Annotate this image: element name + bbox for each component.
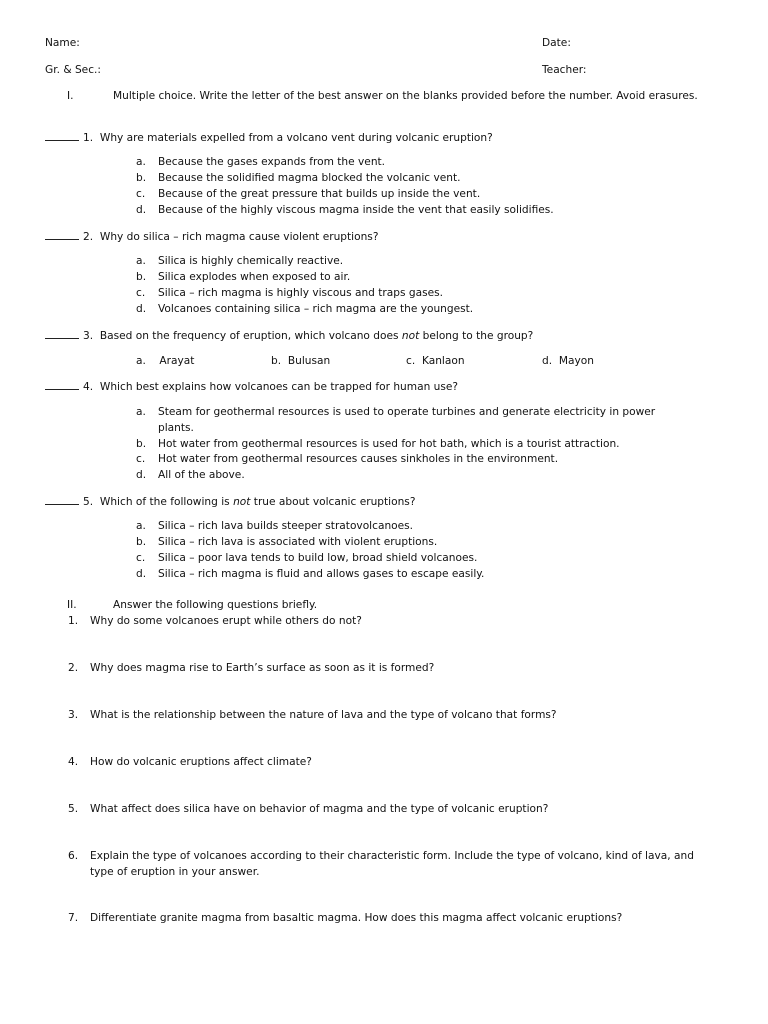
option-text: Because the solidified magma blocked the volcanic vent.	[158, 172, 461, 184]
option-letter: c.	[406, 355, 416, 367]
question-number: 3.	[83, 330, 94, 342]
option-text: Hot water from geothermal resources causes sinkholes in the environment.	[158, 453, 559, 465]
option-letter: c.	[136, 453, 146, 465]
option-text: Steam for geothermal resources is used to operate turbines and generate electricity in power plants.	[158, 406, 656, 434]
part-one-numeral: I.	[67, 90, 74, 102]
option-text: Hot water from geothermal resources is used for hot bath, which is a tourist attraction.	[158, 438, 620, 450]
short-answer-question	[68, 613, 78, 629]
option-letter: b.	[136, 271, 147, 283]
option-letter: c.	[136, 188, 146, 200]
option-letter: b.	[271, 355, 282, 367]
option-text: Silica – rich magma is fluid and allows gases to escape easily.	[158, 568, 485, 580]
option-letter: d.	[136, 568, 147, 580]
option-text: Kanlaon	[421, 355, 465, 367]
teacher-label: Teacher:	[542, 64, 587, 76]
option	[406, 353, 465, 369]
question-number: 2.	[83, 231, 94, 243]
option-text: Arayat	[159, 355, 195, 367]
question-text: Differentiate granite magma from basaltic magma. How does this magma affect volcanic eruptions?	[90, 912, 623, 924]
question-text: Why do some volcanoes erupt while others do not?	[90, 615, 362, 627]
option-text: Mayon	[558, 355, 594, 367]
question-2	[45, 228, 378, 245]
option-text: All of the above.	[158, 469, 245, 481]
option-letter: b.	[136, 536, 147, 548]
answer-blank[interactable]	[45, 327, 79, 339]
option-text: Silica – poor lava tends to build low, broad shield volcanoes.	[158, 552, 478, 564]
short-answer-question	[68, 754, 78, 770]
question-text: Which best explains how volcanoes can be trapped for human use?	[99, 381, 459, 393]
question-text: Based on the frequency of eruption, which volcano does	[99, 330, 402, 342]
part-two-instructions: Answer the following questions briefly.	[113, 599, 318, 611]
option-letter: a.	[136, 156, 146, 168]
option-text: Because the gases expands from the vent.	[158, 156, 386, 168]
part-two-numeral: II.	[67, 599, 77, 611]
part-one-instructions: Multiple choice. Write the letter of the best answer on the blanks provided before the number. Avoid erasures.	[113, 90, 698, 102]
question-text: What is the relationship between the nature of lava and the type of volcano that forms?	[90, 709, 557, 721]
option	[542, 353, 594, 369]
option-letter: d.	[136, 303, 147, 315]
option-text: Silica – rich magma is highly viscous and traps gases.	[158, 287, 444, 299]
question-text: How do volcanic eruptions affect climate?	[90, 756, 312, 768]
answer-blank[interactable]	[45, 378, 79, 390]
question-number: 6.	[68, 850, 79, 862]
option	[271, 353, 330, 369]
question-number: 5.	[68, 803, 79, 815]
option	[136, 353, 194, 369]
date-label: Date:	[542, 37, 571, 49]
option-letter: b.	[136, 438, 147, 450]
short-answer-question	[68, 660, 78, 676]
question-4	[45, 378, 458, 395]
option-text: Silica – rich lava builds steeper stratovolcanoes.	[158, 520, 414, 532]
question-text-end: true about volcanic eruptions?	[250, 496, 416, 508]
question-text: What affect does silica have on behavior of magma and the type of volcanic eruption?	[90, 803, 549, 815]
option-letter: d.	[136, 469, 147, 481]
name-label: Name:	[45, 37, 80, 49]
option-letter: b.	[136, 172, 147, 184]
question-number: 5.	[83, 496, 94, 508]
option-letter: a.	[136, 406, 146, 418]
short-answer-question	[68, 848, 78, 864]
option-letter: a.	[136, 520, 146, 532]
option-letter: a.	[136, 355, 146, 367]
question-text: Which of the following is	[99, 496, 234, 508]
question-text-end: belong to the group?	[419, 330, 534, 342]
option-letter: a.	[136, 255, 146, 267]
option-letter: d.	[136, 204, 147, 216]
short-answer-question	[68, 910, 78, 926]
question-number: 2.	[68, 662, 79, 674]
option-letter: c.	[136, 552, 146, 564]
question-3	[45, 327, 533, 344]
emphasis-not: not	[401, 330, 420, 342]
question-number: 4.	[68, 756, 79, 768]
section-label: Gr. & Sec.:	[45, 64, 101, 76]
option-text: Silica – rich lava is associated with violent eruptions.	[158, 536, 438, 548]
question-number: 3.	[68, 709, 79, 721]
short-answer-question	[68, 707, 78, 723]
question-number: 1.	[83, 132, 94, 144]
question-text: Why do silica – rich magma cause violent eruptions?	[99, 231, 379, 243]
answer-blank[interactable]	[45, 129, 79, 141]
answer-blank[interactable]	[45, 493, 79, 505]
question-number: 1.	[68, 615, 79, 627]
short-answer-question	[68, 801, 78, 817]
question-text: Explain the type of volcanoes according to their characteristic form. Include the type of volcano, kind of lava, and type of eruption in your answer.	[90, 850, 694, 878]
option-letter: d.	[542, 355, 553, 367]
question-text: Why are materials expelled from a volcano vent during volcanic eruption?	[99, 132, 493, 144]
answer-blank[interactable]	[45, 228, 79, 240]
option-letter: c.	[136, 287, 146, 299]
option-text: Because of the great pressure that builds up inside the vent.	[158, 188, 481, 200]
emphasis-not: not	[233, 496, 251, 508]
question-1	[45, 129, 493, 146]
option-text: Because of the highly viscous magma inside the vent that easily solidifies.	[158, 204, 554, 216]
question-number: 7.	[68, 912, 79, 924]
question-number: 4.	[83, 381, 94, 393]
option-text: Silica explodes when exposed to air.	[158, 271, 351, 283]
question-5	[45, 493, 415, 510]
question-text: Why does magma rise to Earth’s surface as soon as it is formed?	[90, 662, 435, 674]
option-text: Silica is highly chemically reactive.	[158, 255, 344, 267]
option-text: Bulusan	[287, 355, 331, 367]
option-text: Volcanoes containing silica – rich magma are the youngest.	[158, 303, 474, 315]
